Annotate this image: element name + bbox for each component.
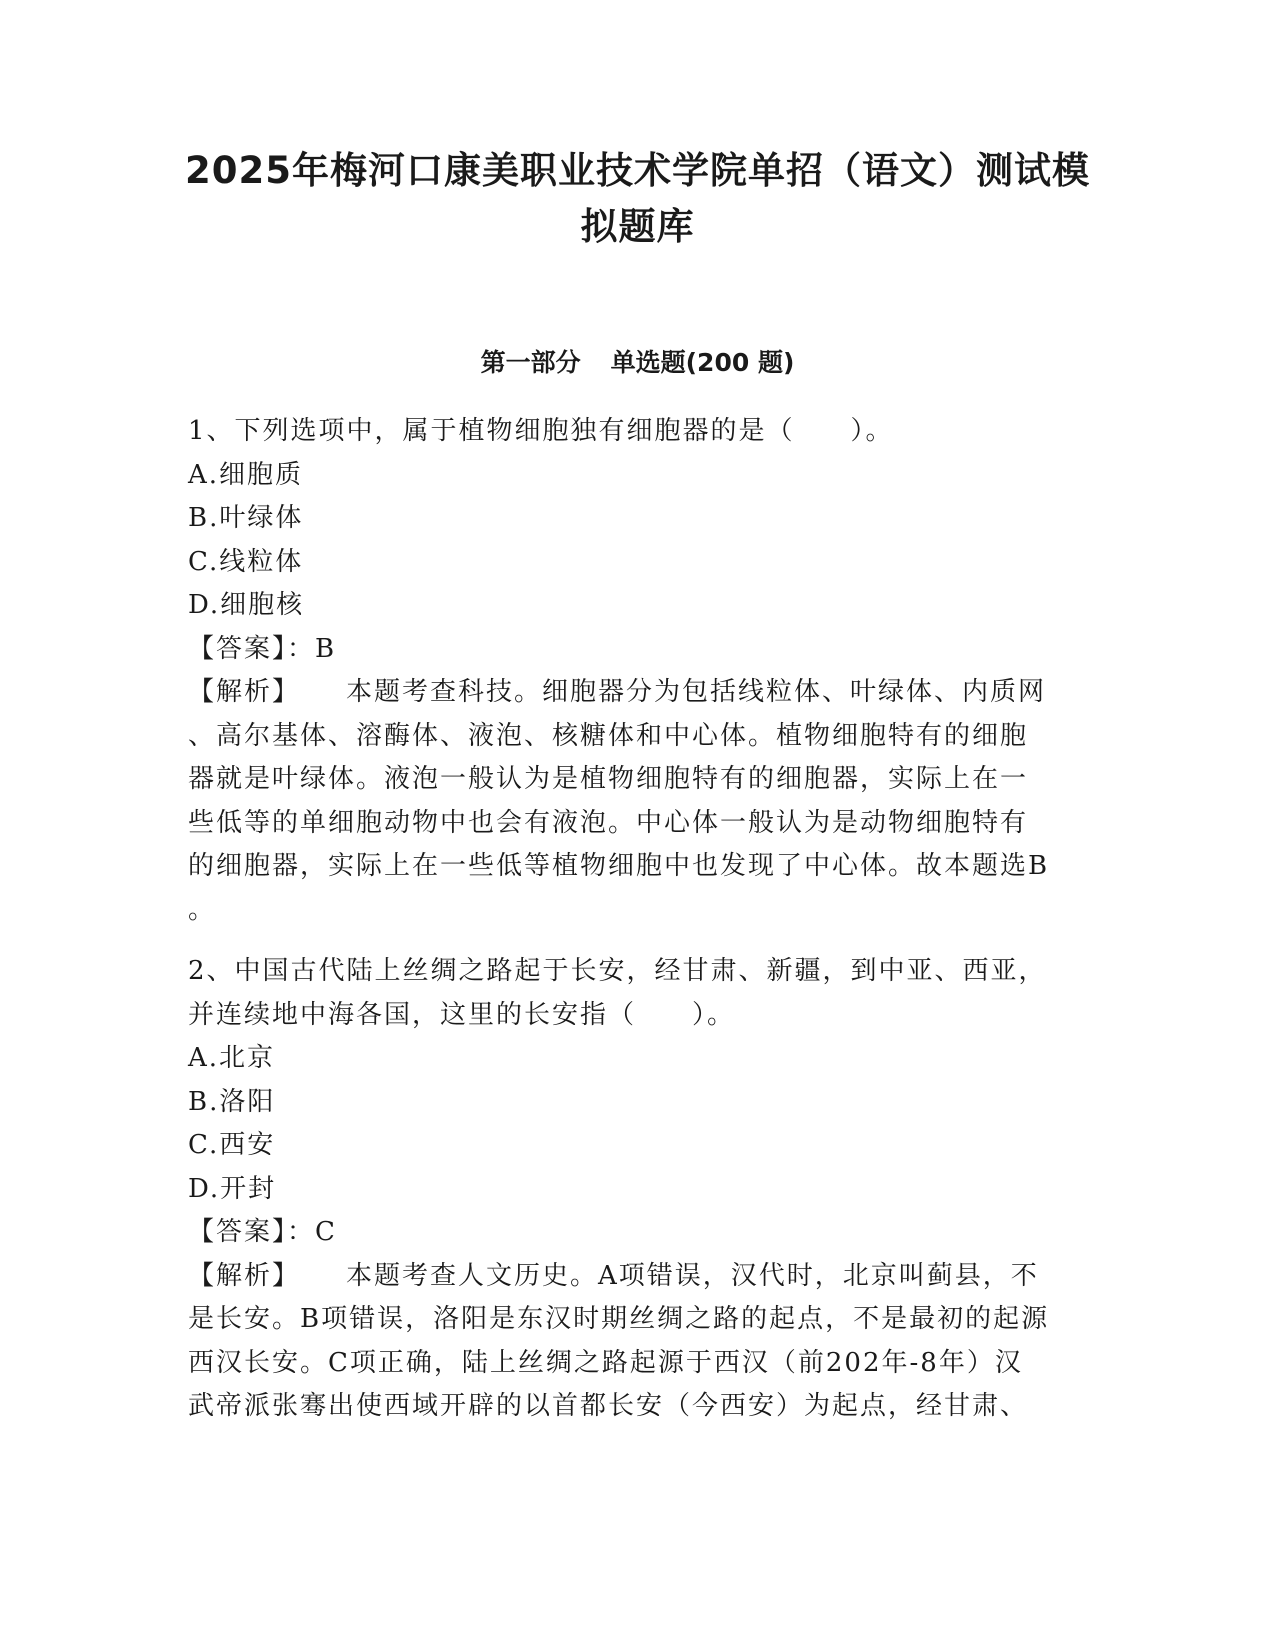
analysis-label: 【解析】 (188, 1260, 301, 1291)
title-line-1: 2025年梅河口康美职业技术学院单招（语文）测试模 (185, 149, 1090, 192)
title-line-2: 拟题库 (580, 205, 695, 248)
analysis-line: 是长安。B项错误，洛阳是东汉时期丝绸之路的起点，不是最初的起源 (188, 1304, 1050, 1334)
answer-line (188, 1211, 1088, 1255)
answer-line (188, 628, 1088, 672)
option-c: C.线粒体 (188, 546, 304, 577)
option-a: A.北京 (188, 1043, 276, 1073)
option-b: B.洛阳 (188, 1086, 276, 1117)
analysis-line (188, 1255, 1088, 1299)
section-title (150, 345, 1125, 381)
question-list (188, 410, 1088, 1429)
analysis-line: 西汉长安。C项正确，陆上丝绸之路起源于西汉（前202年-8年）汉 (188, 1347, 1023, 1378)
section-part-label: 第一部分 (480, 348, 581, 377)
answer-label: 【答案】： (188, 1217, 316, 1247)
option-d: D.开封 (188, 1173, 277, 1204)
option-d: D.细胞核 (188, 590, 305, 620)
question-stem-line: 1、下列选项中，属于植物细胞独有细胞器的是（ ）。 (188, 416, 894, 446)
section-type-label: 单选题(200 题) (610, 348, 795, 377)
analysis-line: 、高尔基体、溶酶体、液泡、核糖体和中心体。植物细胞特有的细胞 (188, 720, 1029, 751)
question-stem-line: 2、中国古代陆上丝绸之路起于长安，经甘肃、新疆，到中亚、西亚， (188, 956, 1047, 986)
option-c: C.西安 (188, 1130, 276, 1160)
analysis-line: 武帝派张骞出使西域开辟的以首都长安（今西安）为起点，经甘肃、 (188, 1391, 1029, 1421)
analysis-line: 些低等的单细胞动物中也会有液泡。中心体一般认为是动物细胞特有 (188, 807, 1029, 838)
analysis-text: 本题考查科技。细胞器分为包括线粒体、叶绿体、内质网 (346, 677, 1047, 707)
analysis-label: 【解析】 (188, 677, 301, 707)
option-b: B.叶绿体 (188, 503, 304, 533)
question-stem-line: 并连续地中海各国，这里的长安指（ ）。 (188, 999, 736, 1030)
question-2 (188, 950, 1088, 1429)
question-1 (188, 410, 1088, 932)
analysis-line (188, 671, 1088, 715)
option-a: A.细胞质 (188, 459, 304, 490)
analysis-line: 器就是叶绿体。液泡一般认为是植物细胞特有的细胞器，实际上在一 (188, 764, 1029, 794)
analysis-line: 。 (188, 894, 217, 925)
analysis-line: 的细胞器，实际上在一些低等植物细胞中也发现了中心体。故本题选B (188, 851, 1050, 881)
answer-value: B (315, 633, 337, 664)
analysis-text: 本题考查人文历史。A项错误，汉代时，北京叫蓟县，不 (346, 1260, 1039, 1291)
answer-label: 【答案】： (188, 633, 316, 664)
document-title (150, 143, 1125, 255)
answer-value: C (315, 1217, 337, 1247)
